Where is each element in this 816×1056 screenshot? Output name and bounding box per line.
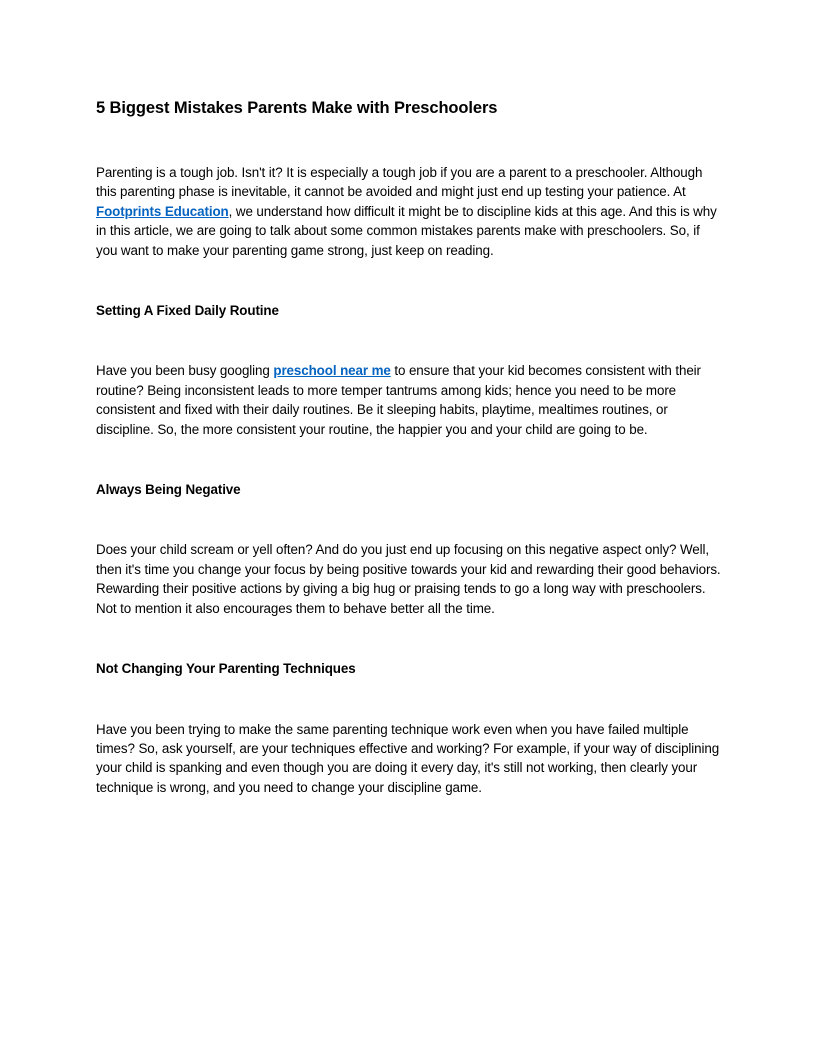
section-heading-fixed-routine: Setting A Fixed Daily Routine (96, 303, 279, 319)
section-heading-always-negative: Always Being Negative (96, 482, 241, 498)
intro-text-after-link: , we understand how difficult it might be to discipline kids at this age. And this is why in this article, we are going to talk about some common mistakes parents make with preschoolers. So, if you want to make your parenting game strong, just keep on reading. (96, 203, 717, 258)
section-paragraph-parenting-techniques: Have you been trying to make the same parenting technique work even when you have failed multiple times? So, ask yourself, are your techniques effective and working? For example, if your way of disciplining your child is spanking and even though you are doing it every day, it's still not working, then clearly your technique is wrong, and you need to change your discipline game. (96, 721, 720, 795)
section-paragraph-always-negative: Does your child scream or yell often? And do you just end up focusing on this negative aspect only? Well, then it's time you change your focus by being positive towards your kid and rewarding their good behaviors. Rewarding their positive actions by giving a big hug or praising tends to go a long way with preschoolers. Not to mention it also encourages them to behave better all the time. (96, 542, 721, 616)
routine-text-before-link: Have you been busy googling (96, 363, 274, 379)
document-body (96, 96, 724, 838)
preschool-near-me-link[interactable]: preschool near me (273, 363, 391, 379)
section-paragraph-fixed-routine (96, 361, 724, 439)
intro-paragraph (96, 163, 724, 260)
intro-text-before-link: Parenting is a tough job. Isn't it? It is especially a tough job if you are a parent to a preschooler. Although this parenting phase is inevitable, it cannot be avoided and might just end up testing your patience. At (96, 165, 703, 200)
page-title: 5 Biggest Mistakes Parents Make with Preschoolers (96, 99, 498, 117)
routine-text-after-link: to ensure that your kid becomes consistent with their routine? Being inconsistent leads to more temper tantrums among kids; hence you need to be more consistent and fixed with their daily routines. Be it sleeping habits, playtime, mealtimes routines, or discipline. So, the more consistent your routine, the happier you and your child are going to be. (96, 363, 701, 437)
footprints-education-link[interactable]: Footprints Education (96, 203, 229, 219)
section-heading-parenting-techniques: Not Changing Your Parenting Techniques (96, 661, 356, 677)
